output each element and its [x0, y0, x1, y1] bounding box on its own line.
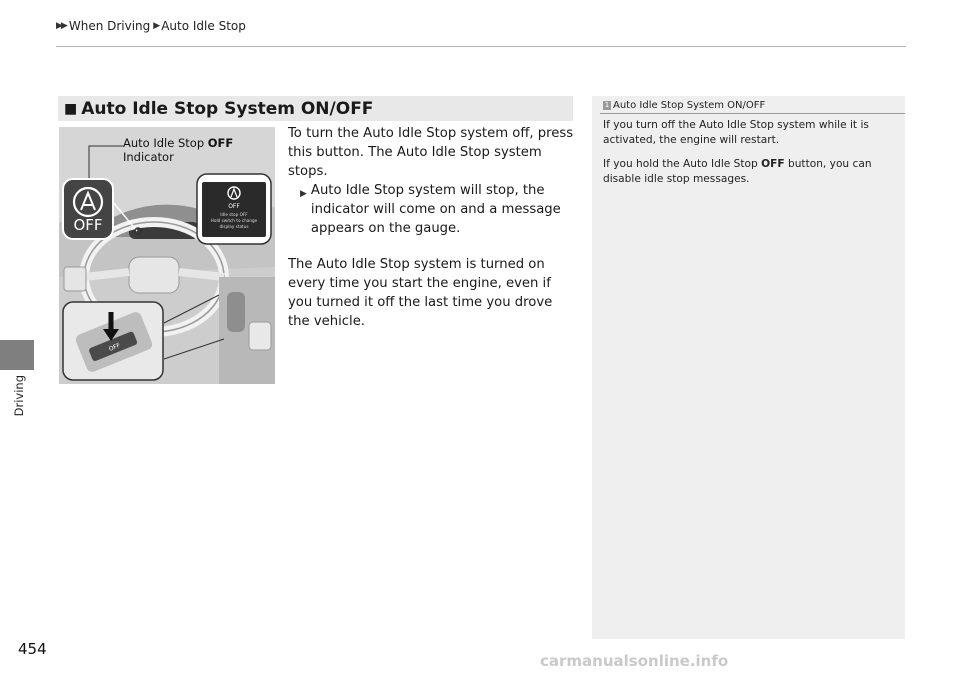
console-button-label: OFF [107, 341, 122, 353]
callout-line2: Indicator [123, 150, 174, 164]
breadcrumb [56, 19, 246, 33]
note-heading [603, 100, 765, 111]
body-subitem-text: Auto Idle Stop system will stop, the indicator will come on and a message appears on the gauge. [310, 183, 561, 236]
chapter-tab [0, 340, 34, 370]
breadcrumb-arrow-icon: ▶▶ [56, 21, 66, 31]
section-heading [58, 96, 573, 121]
display-line-3: display status [219, 224, 249, 229]
arrow-icon: ▶ [300, 189, 305, 199]
note-paragraph-2 [603, 157, 888, 187]
off-indicator-callout [123, 136, 233, 164]
note-p2-pre: If you hold the Auto Idle Stop [603, 158, 762, 170]
breadcrumb-item-when-driving[interactable]: When Driving [68, 19, 151, 33]
breadcrumb-arrow-icon: ▶ [153, 21, 159, 31]
page-number: 454 [18, 640, 47, 658]
note-paragraph-1: If you turn off the Auto Idle Stop system while it is activated, the engine will restart. [603, 119, 869, 146]
note-divider [600, 113, 905, 114]
display-line-2: Hold switch to change [210, 218, 258, 223]
body-paragraph-1: To turn the Auto Idle Stop system off, press this button. The Auto Idle Stop system stops. [288, 126, 574, 179]
breadcrumb-item-auto-idle-stop[interactable]: Auto Idle Stop [161, 19, 246, 33]
note-p2-post: button, you can disable idle stop messages. [603, 158, 872, 185]
header-divider [56, 46, 906, 47]
side-note-panel [592, 96, 905, 639]
button-off-label: OFF [73, 216, 103, 234]
note-body [603, 118, 888, 196]
chapter-label: Driving [12, 375, 26, 417]
body-text [288, 124, 578, 331]
display-off-text: OFF [228, 203, 240, 210]
body-paragraph-2: The Auto Idle Stop system is turned on every time you start the engine, even if you turned it off the last time you drove the vehicle. [288, 257, 553, 329]
square-bullet-icon: ■ [64, 100, 78, 117]
watermark: carmanualsonline.info [540, 652, 729, 670]
dashboard-drawing [59, 127, 275, 384]
callout-bold: OFF [207, 136, 234, 150]
section-title: Auto Idle Stop System ON/OFF [81, 98, 374, 119]
note-badge: 1 [604, 101, 610, 109]
note-title: Auto Idle Stop System ON/OFF [613, 100, 766, 111]
display-line-1: Idle stop OFF [220, 212, 248, 217]
body-subitem [288, 181, 578, 238]
dashboard-illustration [59, 127, 275, 384]
note-p2-bold: OFF [761, 158, 785, 170]
callout-prefix: Auto Idle Stop [123, 136, 208, 150]
